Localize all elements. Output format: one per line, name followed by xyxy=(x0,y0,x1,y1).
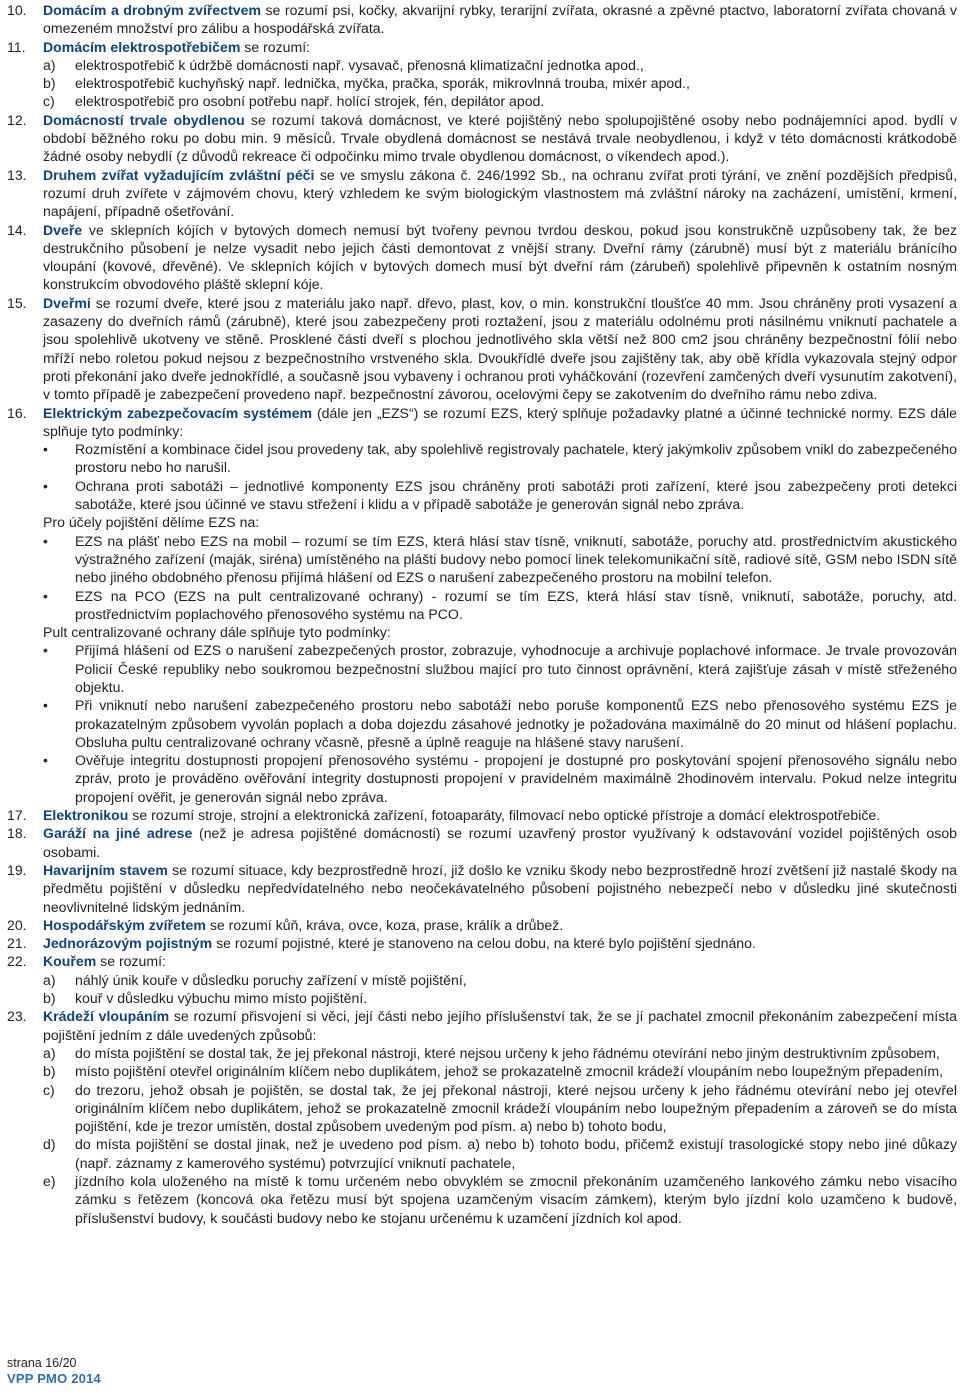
sub-item-text: jízdního kola uloženého na místě k tomu určeném nebo obvyklém se zmocnil překonáním uzamčeného lankového zámku nebo visacího zámku s řetězem (koncová oka řetězu musí být spojena uzamčeným visacím zámkem), kterým bylo jízdní kolo uzamčeno k budově, příslušenství budovy, k součásti budovy nebo ke stojanu určenému k uzamčení jízdních kol apod. xyxy=(75,1173,957,1226)
definition-rest: (dále jen „EZS“) se rozumí EZS, který splňuje požadavky platné a účinné technické normy. EZS dále splňuje tyto podmínky: xyxy=(43,404,957,439)
bullet-icon: • xyxy=(43,441,48,458)
definition-rest: ve sklepních kójích v bytových domech nemusí být tvořeny pevnou tvrdou deskou, pokud jsou konstrukčně uzpůsobeny tak, že bez destrukčního působení je nelze vysadit nebo jejich části demontovat z vnější strany. Dveřní rámy (zárubně) musí být z materiálu bránícího vloupání (kovové, dřevěné). Ve sklepních kójích v bytových domech musí být dveřní rám (zárubeň) spolehlivě připevněn k ostatním nosným konstrukcím obvodového pláště sklepní kóje. xyxy=(43,221,957,293)
definition-rest: se rozumí dveře, které jsou z materiálu jako např. dřevo, plast, kov, o min. konstrukční tloušťce 40 mm. Jsou chráněny proti vysazení a zasazeny do dveřních rámů (zárubně), které jsou zabezpečeny proti roztažení, jsou z materiálu odolnému proti násilnému vniknutí pachatele a jsou spolehlivě ukotveny ve stěně. Prosklené části dveří s plochou jednotlivého skla větší než 800 cm2 jsou chráněny bezpečnostní fólií nebo mříží nebo roletou pokud nejsou z bezpečnostního vrstveného skla. Dvoukřídlé dveře jsou zajištěny tak, aby obě křídla vykazovala stejný odpor proti překonání jako dveře jednokřídlé, a současně jsou vybaveny i ochranou proti vyháčkování (rozevření zamčených dveří vysunutím zakotvení), v tomto případě je zabezpečení provedeno např. bezpečnostní závorou, ocelovými čepy se zakotvením do dveřního rámu nebo zdiva. xyxy=(43,294,957,403)
sub-item xyxy=(43,971,957,989)
definition-item xyxy=(7,38,957,111)
sub-item-text: elektrospotřebič kuchyňský např. lednička, myčka, pračka, sporák, mikrovlnná trouba, mixér apod., xyxy=(75,75,690,92)
definition-rest: se rozumí: xyxy=(96,953,166,970)
sub-item xyxy=(43,1062,957,1080)
definition-item xyxy=(7,221,957,294)
item-number: 11. xyxy=(7,38,26,55)
definition-text xyxy=(43,38,957,56)
sub-item-letter: a) xyxy=(43,56,56,73)
item-number: 12. xyxy=(7,111,27,128)
item-number: 15. xyxy=(7,294,27,311)
definition-text xyxy=(43,861,957,916)
bullet-item xyxy=(43,477,957,514)
definition-rest: se ve smyslu zákona č. 246/1992 Sb., na ochranu zvířat proti týrání, ve znění pozdějších předpisů, rozumí druh zvířete v zájmovém chovu, který vzhledem ke svým biologickým vlastnostem má zvláštní nároky na zacházení, umístění, krmení, napájení, případně ošetřování. xyxy=(43,166,957,220)
definition-text xyxy=(43,1,957,38)
item-number: 10. xyxy=(7,2,27,18)
definition-text xyxy=(43,1007,957,1044)
bullet-icon: • xyxy=(43,642,48,659)
sub-item xyxy=(43,1081,957,1136)
item-number: 20. xyxy=(7,916,27,933)
definition-item xyxy=(7,166,957,221)
definition-text xyxy=(43,916,957,934)
defined-term: Dveřmi xyxy=(43,294,91,311)
bullet-text: Přijímá hlášení od EZS o narušení zabezpečených prostor, zobrazuje, vyhodnocuje a archivuje poplachové informace. Je trvale provozován Policií České republiky nebo soukromou bezpečnostní službou mající pro tuto činnost oprávnění, která zajišťuje zásah v místě střeženého objektu. xyxy=(75,642,957,695)
definition-text xyxy=(43,221,957,294)
definition-text xyxy=(43,934,957,952)
defined-term: Elektrickým zabezpečovacím systémem xyxy=(43,404,313,421)
defined-term: Kouřem xyxy=(43,953,97,970)
bullet-icon: • xyxy=(43,477,48,494)
item-number: 16. xyxy=(7,404,27,421)
definition-text xyxy=(43,294,957,404)
bullet-text: Rozmístění a kombinace čidel jsou provedeny tak, aby spolehlivě registrovaly pachatele, který jakýmkoliv způsobem vnikl do zabezpečeného prostoru nebo ho narušil. xyxy=(75,441,957,476)
sub-item xyxy=(43,989,957,1007)
bullet-text: Ochrana proti sabotáži – jednotlivé komponenty EZS jsou chráněny proti sabotáži proti zařízení, které jsou zabezpečeny proti detekci sabotáže, které jsou účinné ve stavu střežení i klidu a v případě sabotáže je generován signál nebo zpráva. xyxy=(75,477,957,513)
sub-item-letter: a) xyxy=(43,971,56,988)
bullet-icon: • xyxy=(43,587,48,604)
definition-rest: se rozumí kůň, kráva, ovce, koza, prase, králík a drůbež. xyxy=(205,916,564,933)
sub-item-letter: c) xyxy=(43,93,55,110)
sub-item xyxy=(43,74,957,92)
definition-item xyxy=(7,861,957,916)
definition-rest: se rozumí přisvojení si věci, její části nebo jejího příslušenství tak, že se jí pachatel zmocnil překonáním zabezpečení místa pojištění jedním z dále uvedených způsobů: xyxy=(43,1008,957,1043)
item-number: 17. xyxy=(7,807,27,824)
definition-rest: se rozumí pojistné, které je stanoveno na celou dobu, na které bylo pojištění sjednáno. xyxy=(212,935,756,952)
sub-item-letter: e) xyxy=(43,1173,56,1189)
sub-item-text: kouř v důsledku výbuchu mimo místo pojištění. xyxy=(75,990,368,1007)
sub-item-text: elektrospotřebič pro osobní potřebu např. holící strojek, fén, depilátor apod. xyxy=(75,93,545,110)
sub-item-letter: b) xyxy=(43,1063,56,1080)
defined-term: Jednorázovým pojistným xyxy=(43,935,213,952)
bullet-item xyxy=(43,696,957,751)
sub-item-letter: b) xyxy=(43,990,56,1007)
bullet-item xyxy=(43,532,957,587)
bullet-icon: • xyxy=(43,697,48,714)
bullet-icon: • xyxy=(43,752,48,769)
defined-term: Domácností trvale obydlenou xyxy=(43,111,245,128)
sub-item-letter: b) xyxy=(43,75,56,92)
definition-item xyxy=(7,294,957,404)
item-number: 19. xyxy=(7,861,27,878)
definition-item xyxy=(7,1007,957,1227)
defined-term: Krádeží vloupáním xyxy=(43,1008,170,1025)
sub-item-letter: d) xyxy=(43,1136,56,1153)
definition-text xyxy=(43,166,957,221)
definition-item xyxy=(7,111,957,166)
sub-item xyxy=(43,1135,957,1172)
definition-text xyxy=(43,952,957,970)
definition-text xyxy=(43,806,957,824)
definition-item xyxy=(7,806,957,824)
sub-item-text: do místa pojištění se dostal tak, že jej překonal nástroji, které nejsou určeny k jeho řádnému otevírání nebo jiným destruktivním způsobem, xyxy=(75,1044,940,1061)
bullet-item xyxy=(43,751,957,806)
document-code: VPP PMO 2014 xyxy=(7,1371,101,1386)
bullet-icon: • xyxy=(43,532,48,549)
definition-text xyxy=(43,824,957,861)
bullet-text: EZS na PCO (EZS na pult centralizované ochrany) - rozumí se tím EZS, která hlásí stav tísně, vniknutí, sabotáže, poruchy, atd. prostřednictvím poplachového přenosového systému na PCO. xyxy=(75,587,957,622)
definition-item xyxy=(7,1,957,38)
item-number: 14. xyxy=(7,221,27,238)
item-number: 21. xyxy=(7,935,27,952)
bullet-item xyxy=(43,587,957,624)
page-number: strana 16/20 xyxy=(7,1356,77,1370)
definition-paragraph: Pro účely pojištění dělíme EZS na: xyxy=(43,514,260,531)
defined-term: Domácím a drobným zvířectvem xyxy=(43,2,261,18)
defined-term: Havarijním stavem xyxy=(43,861,168,878)
sub-item xyxy=(43,1044,957,1062)
sub-item-text: elektrospotřebič k údržbě domácnosti např. vysavač, přenosná klimatizační jednotka apod., xyxy=(75,56,644,73)
definition-item xyxy=(7,916,957,934)
sub-item-text: místo pojištění otevřel originálním klíčem nebo duplikátem, jehož se prokazatelně zmocnil krádeží vloupáním nebo loupežným přepadením, xyxy=(75,1063,944,1080)
definition-text xyxy=(43,404,957,441)
sub-item-letter: c) xyxy=(43,1081,55,1098)
defined-term: Dveře xyxy=(43,221,83,238)
definition-paragraph: Pult centralizované ochrany dále splňuje tyto podmínky: xyxy=(43,624,391,641)
bullet-text: Ověřuje integritu dostupnosti propojení přenosového systému - propojení je dostupné pro poskytování spojení přenosového signálu nebo zpráv, proto je prováděno ověřování integrity dostupnosti propojení v pravidelném maximálně 2hodinovém intervalu. Pokud nelze integritu propojení ověřit, je generován signál nebo zpráva. xyxy=(75,752,957,805)
item-number: 18. xyxy=(7,825,27,842)
item-number: 22. xyxy=(7,953,27,970)
definition-item xyxy=(7,404,957,807)
footer xyxy=(7,1355,101,1387)
definition-rest: se rozumí: xyxy=(240,38,311,55)
sub-item xyxy=(43,1172,957,1227)
defined-term: Druhem zvířat vyžadujícím zvláštní péči xyxy=(43,166,315,183)
definition-item xyxy=(7,952,957,1007)
bullet-item xyxy=(43,440,957,477)
item-number: 13. xyxy=(7,166,27,183)
definition-rest: se rozumí stroje, strojní a elektronická zařízení, fotoaparáty, filmovací nebo optické přístroje a domácí elektrospotřebiče. xyxy=(128,807,881,824)
definition-text xyxy=(43,111,957,166)
bullet-text: EZS na plášť nebo EZS na mobil – rozumí se tím EZS, která hlásí stav tísně, vniknutí, sabotáže, poruchy atd. prostřednictvím akustického výstražného zařízení (maják, siréna) umístěného na plášti budovy nebo pomocí linek telekomunikační sítě, radiové sítě, GSM nebo ISDN sítě nebo jiného obdobného přenosu přijímá hlášení od EZS o narušení zabezpečeného prostoru na mobilní telefon. xyxy=(75,532,957,586)
definition-rest: (než je adresa pojištěné domácnosti) se rozumí uzavřený prostor využívaný k odstavování vozidel pojištěných osob osobami. xyxy=(43,825,957,860)
document-body xyxy=(7,1,957,1227)
defined-term: Elektronikou xyxy=(43,807,129,824)
definition-item xyxy=(7,824,957,861)
sub-item-letter: a) xyxy=(43,1044,56,1061)
bullet-text: Při vniknutí nebo narušení zabezpečeného prostoru nebo sabotáži nebo poruše komponentů EZS nebo přenosového systému EZS je prokazatelným způsobem vyvolán poplach a doba dojezdu zásahové jednotky je požadována maximálně do 20 minut od hlášení poplachu. Obsluha pultu centralizované ochrany včasně, přesně a úplně reaguje na hlášené stavy narušení. xyxy=(75,697,957,750)
sub-item xyxy=(43,92,957,110)
bullet-item xyxy=(43,641,957,696)
sub-item-text: do místa pojištění se dostal jinak, než je uvedeno pod písm. a) nebo b) tohoto bodu, přičemž existují trasologické stopy nebo jiné důkazy (např. záznamy z kamerového systému) potvrzující vniknutí pachatele, xyxy=(75,1136,957,1171)
definition-rest: se rozumí taková domácnost, ve které pojištěný nebo spolupojištěné osoby nebo podnájemníci apod. bydlí v období běžného roku po dobu min. 9 měsíců. Trvale obydlená domácnost se nestává trvale neobydlenou, i když v této domácnosti krátkodobě žádné osoby nebydlí (z důvodů rekreace či odpočinku mimo trvale obydlenou domácnost, o víkendech apod.). xyxy=(43,111,957,165)
defined-term: Hospodářským zvířetem xyxy=(43,916,206,933)
sub-item xyxy=(43,56,957,74)
defined-term: Domácím elektrospotřebičem xyxy=(43,38,241,55)
sub-item-text: náhlý únik kouře v důsledku poruchy zařízení v místě pojištění, xyxy=(75,971,467,988)
definition-item xyxy=(7,934,957,952)
sub-item-text: do trezoru, jehož obsah je pojištěn, se dostal tak, že jej překonal nástroji, které nejsou určeny k jeho řádnému otevírání nebo jej otevřel originálním klíčem nebo duplikátem, jehož se prokazatelně zmocnil krádeží vloupáním nebo loupežným přepadením a zároveň se do místa pojištění, kde je trezor umístěn, dostal způsobem uvedeným pod písm. a) nebo b) tohoto bodu, xyxy=(75,1081,957,1135)
item-number: 23. xyxy=(7,1008,27,1025)
definition-rest: se rozumí psi, kočky, akvarijní rybky, terarijní zvířata, okrasné a zpěvné ptactvo, laboratorní zvířata chovaná v omezeném množství pro zálibu a hospodářská zvířata. xyxy=(43,2,958,37)
defined-term: Garáží na jiné adrese xyxy=(43,825,193,842)
definition-rest: se rozumí situace, kdy bezprostředně hrozí, již došlo ke vzniku škody nebo bezprostředně hrozí zvětšení již nastalé škody na předmětu pojištění v důsledku nepředvídatelného nebo neočekávatelného působení pojistného nebezpečí nebo v důsledku jiné skutečnosti neovlivnitelné lidským jednáním. xyxy=(43,861,958,915)
